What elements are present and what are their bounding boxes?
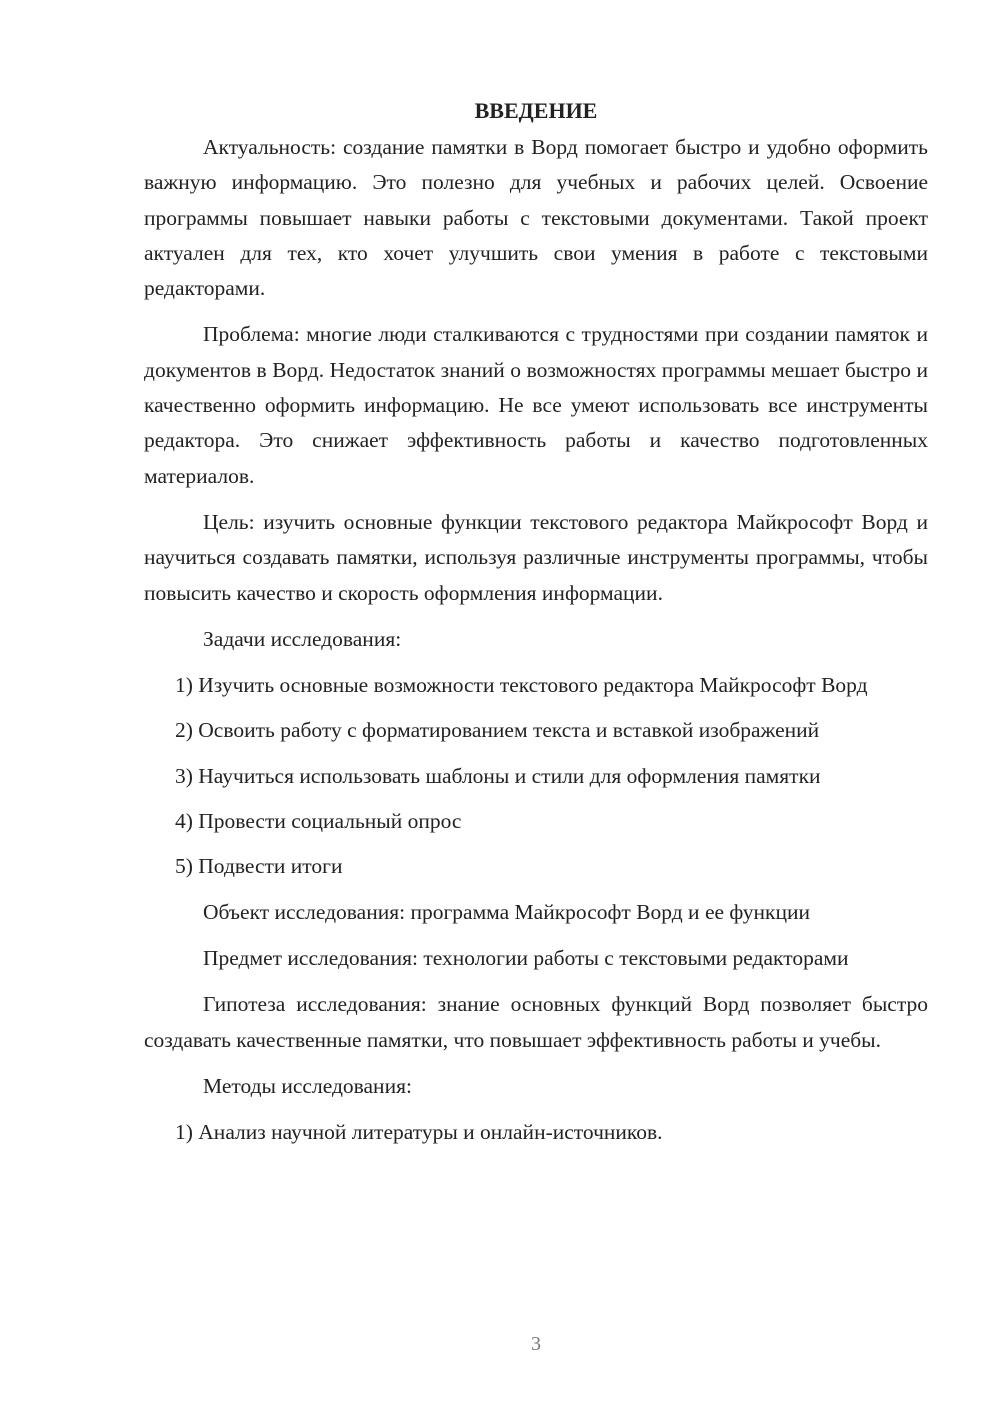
document-page (144, 94, 928, 1160)
methods-heading: Методы исследования: (203, 1073, 412, 1098)
object-paragraph: Объект исследования: программа Майкрософт Ворд и ее функции (203, 899, 811, 924)
problem-paragraph: Проблема: многие люди сталкиваются с трудностями при создании памяток и документов в Ворд. Недостаток знаний о возможностях программы мешает быстро и качественно оформить информацию. Не все умеют использовать все инструменты редактора. Это снижает эффективность работы и качество подготовленных материалов. (144, 322, 928, 488)
subject-paragraph: Предмет исследования: технологии работы с текстовыми редакторами (203, 945, 849, 970)
task-item-4: 4) Провести социальный опрос (175, 809, 462, 834)
section-title: ВВЕДЕНИЕ (474, 98, 598, 123)
page-number: 3 (531, 1333, 541, 1355)
tasks-heading: Задачи исследования: (203, 626, 402, 651)
task-item-3: 3) Научиться использовать шаблоны и стили для оформления памятки (175, 763, 821, 788)
hypothesis-paragraph: Гипотеза исследования: знание основных функций Ворд позволяет быстро создавать качественные памятки, что повышает эффективность работы и учебы. (144, 992, 928, 1052)
task-item-5: 5) Подвести итоги (175, 854, 343, 879)
relevance-paragraph: Актуальность: создание памятки в Ворд помогает быстро и удобно оформить важную информацию. Это полезно для учебных и рабочих целей. Освоение программы повышает навыки работы с текстовыми документами. Такой проект актуален для тех, кто хочет улучшить свои умения в работе с текстовыми редакторами. (144, 135, 928, 301)
method-item-1: 1) Анализ научной литературы и онлайн-источников. (175, 1120, 663, 1145)
goal-paragraph: Цель: изучить основные функции текстового редактора Майкрософт Ворд и научиться создавать памятки, используя различные инструменты программы, чтобы повысить качество и скорость оформления информации. (144, 509, 928, 605)
task-item-1: 1) Изучить основные возможности текстового редактора Майкрософт Ворд (175, 673, 868, 698)
task-item-2: 2) Освоить работу с форматированием текста и вставкой изображений (175, 718, 820, 743)
